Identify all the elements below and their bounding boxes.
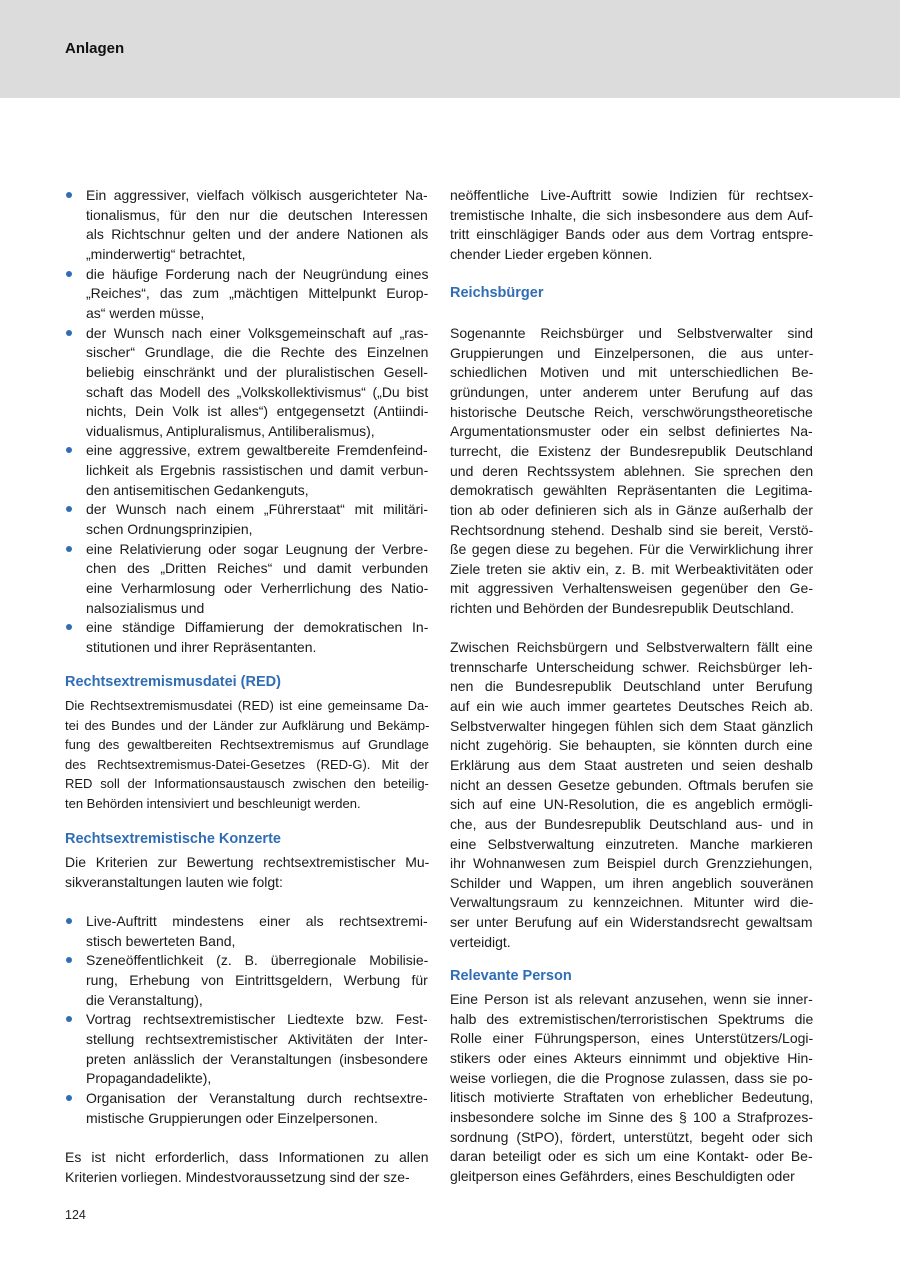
text-line: Rechtsordnung stehend. Deshalb sind sie bereit, Verstö- xyxy=(450,521,814,538)
list-item-line: lichkeit als Ergebnis rassistischen und damit verbun- xyxy=(86,462,429,479)
list-item-line: Propagandadelikte), xyxy=(86,1070,212,1087)
page-header xyxy=(0,0,900,98)
list-item-line: Organisation der Veranstaltung durch rechtsextre- xyxy=(86,1089,428,1106)
list-item-line: stellung rechtsextremistischer Aktivitäten der Inter- xyxy=(86,1030,428,1047)
text-line: tritt einschlägiger Bands oder aus dem Vortrag entspre- xyxy=(450,226,814,243)
text-line: turrecht, die Existenz der Bundesrepublik Deutschland xyxy=(450,442,813,459)
list-item-line: Szeneöffentlichkeit (z. B. überregionale Mobilisie- xyxy=(86,952,429,969)
list-item-line: „minderwertig“ betrachtet, xyxy=(86,245,246,262)
text-line: gründungen, unter anderem unter Berufung auf das xyxy=(450,383,813,400)
text-line: ten Behörden intensiviert und beschleunigt werden. xyxy=(65,795,361,811)
text-line: Sogenannte Reichsbürger und Selbstverwalter sind xyxy=(450,325,814,341)
bullet-marker xyxy=(66,447,72,453)
text-line: des Rechtsextremismus-Datei-Gesetzes (RED-G). Mit der xyxy=(65,756,429,772)
list-item-line: eine Relativierung oder sogar Leugnung der Verbre- xyxy=(86,540,428,557)
text-line: schiedlichen Motiven und mit unterschiedlichen Be- xyxy=(450,364,814,381)
text-line: nicht an dessen Gesetze gebunden. Oftmals berufen sie xyxy=(450,776,814,793)
bullet-marker xyxy=(66,1095,72,1101)
text-line: Die Rechtsextremismusdatei (RED) ist eine gemeinsame Da- xyxy=(65,698,429,713)
bullet-marker xyxy=(66,506,72,512)
text-line: Eine Person ist als relevant anzusehen, wenn sie inner- xyxy=(450,991,813,1007)
text-line: halb des extremistischen/terroristischen Spektrums die xyxy=(450,1010,814,1027)
section-heading: Reichsbürger xyxy=(450,285,544,301)
text-line: weise vorliegen, die die Prognose zulassen, dass sie po- xyxy=(450,1069,813,1086)
text-line: sordnung (StPO), fördert, unterstützt, begeht oder sich xyxy=(450,1128,813,1145)
list-item-line: tionalismus, für den nur die deutschen Interessen xyxy=(86,206,428,223)
list-item-line: vidualismus, Antipluralismus, Antiliberalismus), xyxy=(86,422,375,439)
text-line: ser unter Berufung auf ein Widerstandsrecht gewaltsam xyxy=(450,914,813,931)
text-line: stikers oder eines Akteurs einnimmt und objektive Hin- xyxy=(450,1049,813,1066)
text-line: und deren Rechtssystem ablehnen. Sie sprechen den xyxy=(450,462,814,479)
list-item-line: beliebig einschränkt und der pluralistischen Gesell- xyxy=(86,363,428,380)
text-line: Argumentationsmuster oder ein selbst definiertes Na- xyxy=(450,423,813,440)
text-line: tremistische Inhalte, die sich insbesondere aus dem Auf- xyxy=(450,206,814,223)
text-line: eine Selbstverwaltung einzutreten. Manche markieren xyxy=(450,835,813,852)
text-line: nicht zugehörig. Sie behaupten, sie könnten durch eine xyxy=(450,737,813,754)
list-item-line: eine ständige Diffamierung der demokratischen In- xyxy=(86,619,429,636)
list-item-line: as“ werden müsse, xyxy=(86,304,205,321)
list-item-line: sischer“ Grundlage, die die Rechte des Einzelnen xyxy=(86,344,429,361)
text-line: ihr Wohnanwesen zum Beispiel durch Grenzziehungen, xyxy=(450,855,813,872)
list-item-line: Live-Auftritt mindestens einer als rechtsextremi- xyxy=(86,913,428,929)
text-line: demokratisch gewählten Repräsentanten die Legitima- xyxy=(450,482,813,499)
bullet-marker xyxy=(66,918,72,924)
text-line: Rolle einer Führungsperson, eines Unterstützers/Logi- xyxy=(450,1030,814,1047)
list-item-line: eine Verharmlosung oder Verherrlichung des Natio- xyxy=(86,580,429,596)
bullet-marker xyxy=(66,957,72,963)
text-line: Kriterien vorliegen. Mindestvoraussetzung sind der sze- xyxy=(65,1168,410,1185)
text-line: Verwaltungsraum zu kennzeichnen. Mitunter wird die- xyxy=(450,894,814,911)
section-heading: Relevante Person xyxy=(450,968,572,984)
text-line: sikveranstaltungen lauten wie folgt: xyxy=(65,873,283,890)
page-number: 124 xyxy=(65,1208,86,1222)
text-line: Schilder und Wappen, um ihren angeblich souveränen xyxy=(450,874,814,891)
text-line: che, aus der Bundesrepublik Deutschland aus- und in xyxy=(450,815,814,832)
list-item-line: Ein aggressiver, vielfach völkisch ausgerichteter Na- xyxy=(86,187,428,203)
section-heading: Rechtsextremistische Konzerte xyxy=(65,831,281,847)
bullet-marker xyxy=(66,546,72,552)
text-line: richten und Behörden der Bundesrepublik Deutschland. xyxy=(450,600,795,617)
list-item-line: als Richtschnur gelten und der andere Nationen als xyxy=(86,226,429,243)
text-line: gleitperson eines Gefährders, eines Beschuldigten oder xyxy=(450,1167,795,1184)
list-item-line: nichts, Dein Volk ist alles“) entgegensetzt (Antiindi- xyxy=(86,403,429,420)
text-line: fung des gewaltbereiten Rechtsextremismus auf Grundlage xyxy=(65,737,429,752)
bullet-marker xyxy=(66,192,72,198)
text-line: Selbstverwalter hingegen fühlen sich dem Staat gänzlich xyxy=(450,717,813,734)
list-item-line: der Wunsch nach einer Volksgemeinschaft auf „ras- xyxy=(86,324,429,341)
text-line: trennscharfe Unterscheidung schwer. Reichsbürger leh- xyxy=(450,658,813,675)
text-line: chender Lieder ergeben können. xyxy=(450,245,653,262)
text-line: sich auf eine UN-Resolution, die es angeblich ermögli- xyxy=(450,796,813,813)
list-item-line: schen Ordnungsprinzipien, xyxy=(86,521,253,538)
text-line: tei des Bundes und der Länder zur Aufklärung und Bekämp- xyxy=(65,717,430,733)
list-item-line: stitutionen und ihrer Repräsentanten. xyxy=(86,638,317,655)
text-line: auf ein wie auch immer geartetes Deutsches Reich ab. xyxy=(450,697,814,714)
list-item-line: die Veranstaltung), xyxy=(86,991,203,1008)
text-line: RED soll der Informationsaustausch zwischen den beteilig- xyxy=(65,776,429,791)
section-heading: Rechtsextremismusdatei (RED) xyxy=(65,674,281,690)
list-item-line: preten anlässlich der Veranstaltungen (insbesondere xyxy=(86,1050,428,1067)
header-title: Anlagen xyxy=(65,40,125,57)
bullet-marker xyxy=(66,271,72,277)
bullet-marker xyxy=(66,330,72,336)
text-line: verteidigt. xyxy=(450,933,511,950)
text-line: neöffentliche Live-Auftritt sowie Indizien für rechtsex- xyxy=(450,187,814,203)
list-item-line: die häufige Forderung nach der Neugründung eines xyxy=(86,265,429,282)
text-line: tion ab oder definieren sich als in Gänze außerhalb der xyxy=(450,501,813,518)
text-line: Die Kriterien zur Bewertung rechtsextremistischer Mu- xyxy=(65,854,430,870)
text-line: historische Deutsche Reich, verschwörungstheoretische xyxy=(450,403,813,420)
bullet-marker xyxy=(66,624,72,630)
text-line: daran beteiligt oder es sich um eine Kontakt- oder Be- xyxy=(450,1148,813,1165)
text-line: mit aggressiven Verhaltensweisen gegenüber den Ge- xyxy=(450,580,813,597)
text-line: Zwischen Reichsbürgern und Selbstverwaltern fällt eine xyxy=(450,639,813,655)
list-item-line: rung, Erhebung von Eintrittsgeldern, Werbung für xyxy=(86,971,428,988)
list-item-line: eine aggressive, extrem gewaltbereite Fremdenfeind- xyxy=(86,442,428,459)
text-line: nen die Bundesrepublik Deutschland unter Berufung xyxy=(450,678,813,695)
list-item-line: mistische Gruppierungen oder Einzelpersonen. xyxy=(86,1109,378,1126)
list-item-line: nalsozialismus und xyxy=(86,599,205,616)
bullet-marker xyxy=(66,1016,72,1022)
list-item-line: chen des „Dritten Reiches“ und damit verbunden xyxy=(86,560,429,577)
list-item-line: Vortrag rechtsextremistischer Liedtexte bzw. Fest- xyxy=(86,1011,428,1028)
text-line: insbesondere solche im Sinne des § 100 a Strafprozes- xyxy=(450,1108,813,1125)
text-line: Ziele treten sie aktiv ein, z. B. mit Werbeaktivitäten oder xyxy=(450,560,814,577)
text-line: Es ist nicht erforderlich, dass Informationen zu allen xyxy=(65,1149,429,1165)
list-item-line: den antisemitischen Gedankenguts, xyxy=(86,481,309,498)
text-line: Gruppierungen und Einzelpersonen, die aus unter- xyxy=(450,344,814,361)
text-line: litisch motivierte Straftaten von erheblicher Bedeutung, xyxy=(450,1089,814,1106)
text-line: Erklärung aus dem Staat austreten und seien deshalb xyxy=(450,756,813,773)
list-item-line: „Reiches“, das zum „mächtigen Mittelpunkt Europ- xyxy=(86,285,429,302)
text-line: ße gegen diese zu begehen. Für die Verwirklichung ihrer xyxy=(450,541,813,558)
list-item-line: stisch bewerteten Band, xyxy=(86,932,236,949)
list-item-line: schaft das Modell des „Volkskollektivismus“ („Du bist xyxy=(86,383,429,400)
list-item-line: der Wunsch nach einem „Führerstaat“ mit militäri- xyxy=(86,501,429,518)
